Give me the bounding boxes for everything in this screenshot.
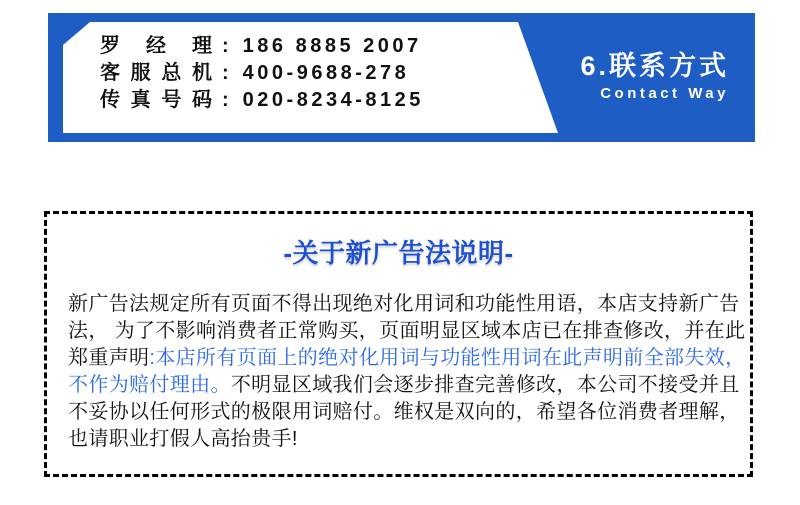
notice-text: 也请职业打假人高抬贵手! xyxy=(68,428,298,450)
notice-highlight-text: 不作为赔付理由。 xyxy=(68,374,231,396)
contact-list xyxy=(100,33,424,114)
contact-colon: : xyxy=(222,89,229,111)
notice-text: 不明显区域我们会逐步排查完善修改，本公司不接受并且 xyxy=(230,374,740,396)
contact-colon: : xyxy=(222,62,229,84)
contact-row-manager xyxy=(100,33,424,60)
contact-label: 客服总机 xyxy=(100,62,212,84)
contact-fax-value: 020-8234-8125 xyxy=(242,89,424,111)
contact-label: 传真号码 xyxy=(100,89,212,111)
section-title: 6.联系方式 xyxy=(580,51,729,81)
notice-highlight-text: :本店所有页面上的绝对化用词与功能性用词在此声明前全部失效， xyxy=(149,347,746,369)
notice-body xyxy=(68,291,744,453)
notice-text-line xyxy=(68,399,744,426)
notice-text-line xyxy=(68,318,744,345)
notice-box xyxy=(44,211,753,477)
contact-row-fax xyxy=(100,87,424,114)
contact-phone-value: 186 8885 2007 xyxy=(242,35,422,57)
section-subtitle: Contact Way xyxy=(600,85,729,102)
notice-text: 新广告法规定所有页面不得出现绝对化用词和功能性用语，本店支持新广告 xyxy=(68,293,740,315)
contact-banner xyxy=(48,13,755,142)
notice-text-line xyxy=(68,345,744,372)
notice-text-line xyxy=(68,372,744,399)
contact-hotline-value: 400-9688-278 xyxy=(242,62,410,84)
contact-colon: : xyxy=(222,35,229,57)
notice-text: 郑重声明 xyxy=(68,347,150,369)
notice-text-line xyxy=(68,426,744,453)
notice-text: 法， 为了不影响消费者正常购买，页面明显区域本店已在排查修改，并在此 xyxy=(68,320,746,342)
contact-row-hotline xyxy=(100,60,424,87)
contact-label: 罗经理 xyxy=(100,35,212,57)
notice-text: 不妥协以任何形式的极限用词赔付。维权是双向的，希望各位消费者理解， xyxy=(68,401,740,423)
notice-text-line xyxy=(68,291,744,318)
section-heading xyxy=(580,50,729,102)
notice-title: -关于新广告法说明- xyxy=(283,238,514,268)
